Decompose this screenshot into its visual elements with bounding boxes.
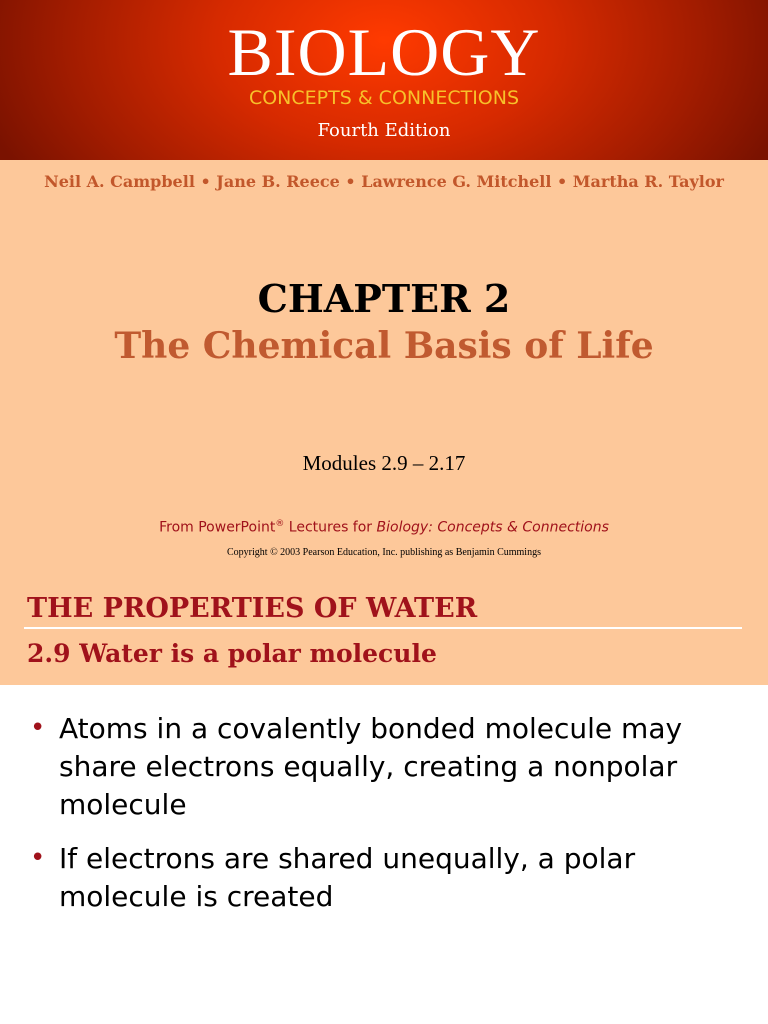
bullet-item: [30, 840, 742, 916]
lecture-source: [0, 515, 768, 537]
title-banner: [0, 0, 768, 160]
source-prefix: From PowerPoint: [159, 519, 276, 536]
title-slide-panel: [0, 160, 768, 685]
author-list: Neil A. Campbell • Jane B. Reece • Lawrence G. Mitchell • Martha R. Taylor: [44, 172, 724, 191]
book-subtitle: CONCEPTS & CONNECTIONS: [248, 87, 520, 109]
section-title: THE PROPERTIES OF WATER: [27, 593, 478, 624]
source-middle: Lectures for: [284, 519, 377, 536]
source-book-title: Biology: Concepts & Connections: [376, 519, 609, 536]
module-range: Modules 2.9 – 2.17: [302, 451, 466, 475]
bullet-item: [30, 710, 742, 824]
book-edition: Fourth Edition: [317, 120, 451, 141]
chapter-number: CHAPTER 2: [257, 276, 511, 321]
bullet-list: [30, 710, 742, 932]
module-heading: 2.9 Water is a polar molecule: [27, 639, 437, 668]
registered-mark: ®: [275, 519, 285, 529]
bullet-marker: •: [30, 843, 46, 873]
book-title: BIOLOGY: [227, 14, 541, 90]
bullet-text: Atoms in a covalently bonded molecule may share electrons equally, creating a nonpolar molecule: [59, 712, 683, 821]
chapter-title: The Chemical Basis of Life: [114, 325, 654, 367]
bullet-marker: •: [30, 713, 46, 743]
copyright-notice: Copyright © 2003 Pearson Education, Inc. publishing as Benjamin Cummings: [227, 547, 541, 558]
section-divider: [24, 627, 742, 629]
bullet-text: If electrons are shared unequally, a polar molecule is created: [59, 842, 636, 913]
